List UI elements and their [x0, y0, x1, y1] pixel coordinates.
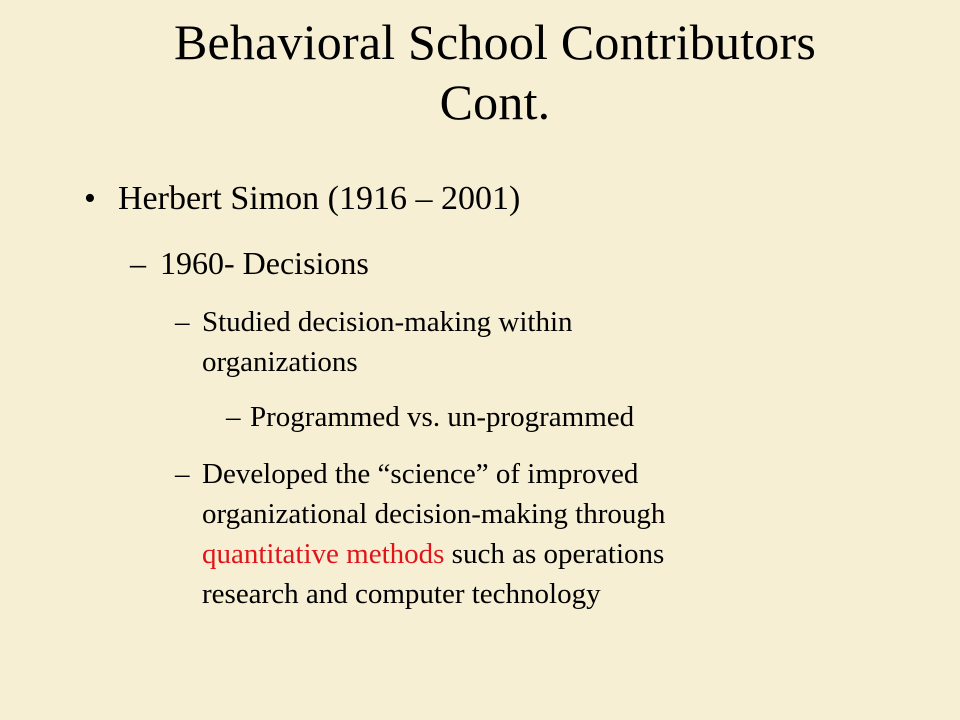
bullet-icon: • [84, 180, 96, 217]
point-text-line-3 [175, 534, 665, 574]
point-text-line-2: organizational decision-making through [202, 498, 666, 530]
subpoint-text: Programmed vs. un-programmed [250, 401, 635, 433]
point-text-line-3-rest: such as operations [444, 538, 665, 570]
point-text-line-1: Developed the “science” of improved [202, 458, 639, 490]
point-text-line-2: organizations [202, 346, 358, 378]
subpoint-programmed [226, 397, 634, 437]
bullet-text: Herbert Simon (1916 – 2001) [118, 180, 521, 217]
dash-icon: – [175, 306, 190, 338]
dash-icon: – [175, 458, 190, 490]
slide-title [0, 12, 960, 132]
highlight-quantitative-methods: quantitative methods [202, 538, 445, 570]
bullet-herbert-simon [84, 178, 520, 220]
title-line-1: Behavioral School Contributors [173, 14, 817, 70]
subbullet-text: 1960- Decisions [160, 245, 369, 281]
title-line-2: Cont. [439, 74, 551, 130]
point-text-line-4: research and computer technology [202, 578, 601, 610]
subbullet-decisions [130, 243, 369, 283]
point-studied-decision-making [175, 302, 573, 382]
point-text-line-1: Studied decision-making within [202, 306, 573, 338]
dash-icon: – [130, 245, 146, 281]
point-developed-science [175, 454, 665, 614]
dash-icon: – [226, 401, 241, 433]
